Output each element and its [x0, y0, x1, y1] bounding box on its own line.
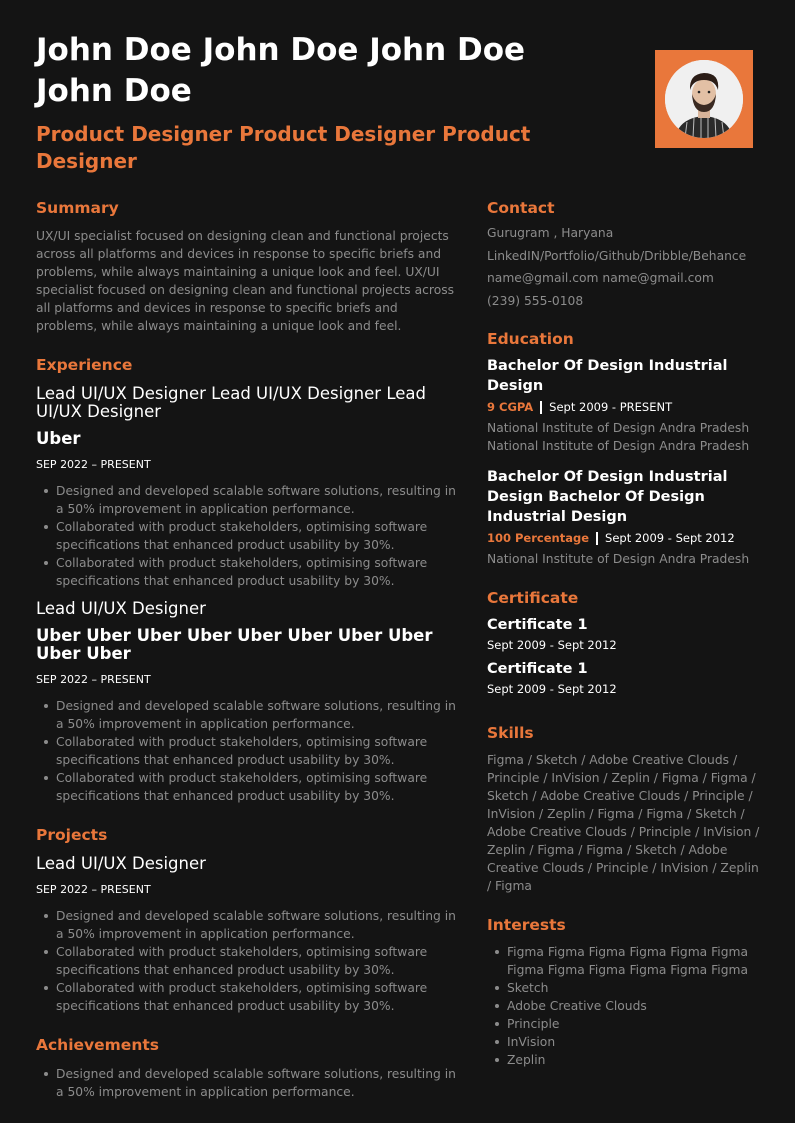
experience-heading: Experience: [36, 356, 133, 374]
skills-section: [487, 723, 762, 895]
experience-entry: [36, 385, 456, 590]
interest-item: Adobe Creative Clouds: [487, 997, 762, 1015]
company-name: Uber: [36, 429, 81, 448]
summary-section: [36, 198, 456, 335]
candidate-role: Product Designer Product Designer Product Designer: [36, 122, 531, 173]
job-date: SEP 2022 – PRESENT: [36, 458, 151, 471]
achievements-section: [36, 1035, 456, 1101]
certificate-name: Certificate 1: [487, 661, 588, 677]
project-title: Lead UI/UX Designer: [36, 854, 206, 873]
skills-heading: Skills: [487, 724, 534, 742]
certificate-entry: [487, 615, 762, 653]
contact-links[interactable]: LinkedIN/Portfolio/Github/Dribble/Behance: [487, 248, 747, 263]
education-dates: Sept 2009 - PRESENT: [549, 400, 673, 414]
certificate-heading: Certificate: [487, 589, 579, 607]
education-section: [487, 329, 762, 568]
education-grade: 9 CGPA: [487, 400, 534, 414]
meta-divider: [596, 532, 598, 545]
bullet-item: Designed and developed scalable software solutions, resulting in a 50% improvement in application performance.: [36, 482, 456, 518]
meta-divider: [540, 401, 542, 414]
job-title: Lead UI/UX Designer: [36, 599, 206, 618]
interest-item: Sketch: [487, 979, 762, 997]
skills-text: Figma / Sketch / Adobe Creative Clouds / Principle / InVision / Zeplin / Figma / Figma / Sketch / Adobe Creative Clouds / Principle / InVision / Zeplin / Figma / Figma / Sketch / Adobe Creative Clouds / Principle / InVision / Zeplin / Figma / Figma / Sketch / Adobe Creative Clouds / Principle / InVision / Zeplin / Figma: [487, 753, 760, 893]
bullet-item: Designed and developed scalable software solutions, resulting in a 50% improvement in application performance.: [36, 1065, 456, 1101]
summary-heading: Summary: [36, 199, 119, 217]
degree-name: Bachelor Of Design Industrial Design Bachelor Of Design Industrial Design: [487, 469, 728, 525]
interest-item: InVision: [487, 1033, 762, 1051]
experience-section: [36, 355, 456, 805]
institution-name: National Institute of Design Andra Pradesh: [487, 552, 750, 566]
bullet-item: Designed and developed scalable software solutions, resulting in a 50% improvement in application performance.: [36, 697, 456, 733]
contact-heading: Contact: [487, 199, 555, 217]
certificate-section: [487, 588, 762, 697]
interests-section: [487, 915, 762, 1069]
candidate-name: John Doe John Doe John Doe John Doe: [36, 32, 526, 109]
project-entry: [36, 855, 456, 1015]
interest-item: Zeplin: [487, 1051, 762, 1069]
projects-heading: Projects: [36, 826, 108, 844]
bullet-item: Collaborated with product stakeholders, optimising software specifications that enhanced product usability by 30%.: [36, 554, 456, 590]
achievements-heading: Achievements: [36, 1036, 159, 1054]
contact-section: [487, 198, 762, 312]
project-date: SEP 2022 – PRESENT: [36, 883, 151, 896]
achievement-bullets: [36, 1065, 456, 1101]
interests-heading: Interests: [487, 916, 566, 934]
right-column: [487, 198, 762, 1069]
education-entry: [487, 467, 762, 568]
project-bullets: [36, 907, 456, 1015]
education-dates: Sept 2009 - Sept 2012: [605, 531, 735, 545]
bullet-item: Collaborated with product stakeholders, optimising software specifications that enhanced product usability by 30%.: [36, 733, 456, 769]
education-entry: [487, 356, 762, 455]
interest-item: Figma Figma Figma Figma Figma Figma Figma Figma Figma Figma Figma Figma: [487, 943, 762, 979]
interests-list: [487, 943, 762, 1069]
interest-item: Principle: [487, 1015, 762, 1033]
education-grade: 100 Percentage: [487, 531, 590, 545]
bullet-item: Collaborated with product stakeholders, optimising software specifications that enhanced product usability by 30%.: [36, 518, 456, 554]
job-title: Lead UI/UX Designer Lead UI/UX Designer Lead UI/UX Designer: [36, 384, 426, 421]
education-meta: [487, 530, 762, 546]
job-bullets: [36, 482, 456, 590]
job-date: SEP 2022 – PRESENT: [36, 673, 151, 686]
bullet-item: Designed and developed scalable software solutions, resulting in a 50% improvement in application performance.: [36, 907, 456, 943]
certificate-date: Sept 2009 - Sept 2012: [487, 682, 617, 696]
bullet-item: Collaborated with product stakeholders, optimising software specifications that enhanced product usability by 30%.: [36, 943, 456, 979]
contact-location: Gurugram , Haryana: [487, 226, 614, 240]
summary-text: UX/UI specialist focused on designing clean and functional projects across all platforms and devices in response to specific briefs and problems, while always maintaining a unique look and feel. UX/UI specialist focused on designing clean and functional projects across all platforms and devices in response to specific briefs and problems, while always maintaining a unique look and feel.: [36, 229, 455, 333]
left-column: [36, 198, 456, 1101]
certificate-entry: [487, 659, 762, 697]
company-name: Uber Uber Uber Uber Uber Uber Uber Uber Uber Uber: [36, 626, 433, 663]
resume-header: [36, 30, 556, 175]
certificate-name: Certificate 1: [487, 617, 588, 633]
contact-phone[interactable]: (239) 555-0108: [487, 293, 584, 308]
bullet-item: Collaborated with product stakeholders, optimising software specifications that enhanced product usability by 30%.: [36, 769, 456, 805]
education-heading: Education: [487, 330, 574, 348]
experience-entry: [36, 600, 456, 805]
projects-section: [36, 825, 456, 1015]
profile-photo-frame: [655, 50, 753, 148]
institution-name: National Institute of Design Andra Pradesh National Institute of Design Andra Pradesh: [487, 421, 750, 453]
degree-name: Bachelor Of Design Industrial Design: [487, 358, 728, 394]
contact-email[interactable]: name@gmail.com name@gmail.com: [487, 271, 714, 285]
bullet-item: Collaborated with product stakeholders, optimising software specifications that enhanced product usability by 30%.: [36, 979, 456, 1015]
job-bullets: [36, 697, 456, 805]
profile-photo: [665, 60, 743, 138]
certificate-date: Sept 2009 - Sept 2012: [487, 638, 617, 652]
education-meta: [487, 399, 762, 415]
